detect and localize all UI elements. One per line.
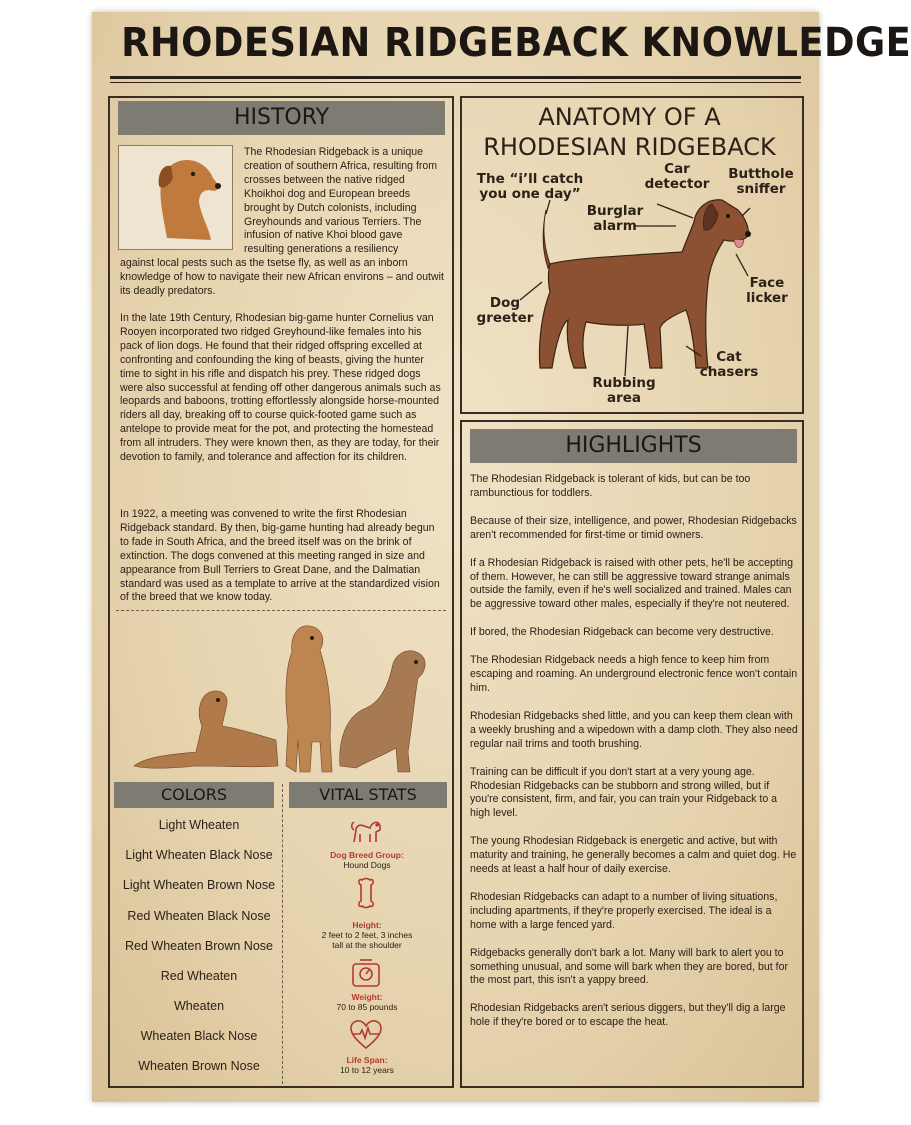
highlight-item: The Rhodesian Ridgeback needs a high fence to keep him from escaping and roaming. An underground electronic fence won't contain him. xyxy=(470,654,798,694)
color-item: Wheaten Black Nose xyxy=(140,1029,258,1043)
color-item: Wheaten xyxy=(173,999,225,1013)
label-butthole-line-2: sniffer xyxy=(736,181,786,197)
label-rubbing-line-1: Rubbing xyxy=(592,375,656,391)
colors-heading: COLORS xyxy=(114,782,274,808)
label-cat-line-2: chasers xyxy=(699,364,759,380)
title-rule-top xyxy=(110,76,801,79)
label-face-line-1: Face xyxy=(749,275,785,291)
history-paragraph-3: In 1922, a meeting was convened to write the first Rhodesian Ridgeback standard. By then, big-game hunting had already begun to fade in South Africa, and the breed itself was on the brink of extinction. The dogs convened at this meeting ranged in size and appearance from Bull Terriers to Great Dane, and the Dalmatian standard was used as a template to arrive at the standardized vision of the breed that we know today. xyxy=(120,508,440,604)
color-item: Red Wheaten Brown Nose xyxy=(125,939,273,953)
highlight-item: Rhodesian Ridgebacks can adapt to a number of living situations, including apartments, if they're properly exercised. The ideal is a home with a large fenced yard. xyxy=(470,890,778,931)
label-dog-line-1: Dog xyxy=(489,295,521,311)
label-catch-line-1: The “i’ll catch xyxy=(476,171,584,187)
label-butthole-line-1: Butthole xyxy=(728,166,794,182)
label-face-line-2: licker xyxy=(746,290,788,306)
color-item: Light Wheaten Brown Nose xyxy=(122,878,276,892)
life-span-value: 10 to 12 years xyxy=(340,1065,394,1075)
label-car-line-1: Car xyxy=(664,161,690,177)
label-burglar-line-2: alarm xyxy=(593,218,637,234)
highlights-list xyxy=(470,473,798,1044)
height-label: Height: xyxy=(352,920,382,930)
anatomy-title-line-1: ANATOMY OF A xyxy=(538,103,721,131)
poster xyxy=(92,12,911,1102)
highlight-item: Training can be difficult if you don't start at a very young age. Rhodesian Ridgebacks can be stubborn and strong willed, but if you're consistent, firm, and fair, you can train your Ridgeback to a high level. xyxy=(470,765,778,820)
heart-pulse-icon xyxy=(348,1018,384,1052)
highlight-item: Ridgebacks generally don't bark a lot. Many will bark to alert you to something unusual, and some will bark when they are bored, but for the most part, this isn't a yappy breed. xyxy=(470,946,788,987)
anatomy-title-line-2: RHODESIAN RIDGEBACK xyxy=(483,133,776,161)
color-item: Light Wheaten Black Nose xyxy=(125,848,273,862)
highlight-item: If bored, the Rhodesian Ridgeback can become very destructive. xyxy=(470,626,774,639)
highlight-item: Because of their size, intelligence, and power, Rhodesian Ridgebacks aren't recommended for first-time or timid owners. xyxy=(470,514,797,541)
weight-label: Weight: xyxy=(351,992,383,1002)
color-item: Red Wheaten xyxy=(160,969,238,983)
title-rule-bottom xyxy=(110,82,801,83)
label-cat-line-1: Cat xyxy=(716,349,742,365)
highlights-heading: HIGHLIGHTS xyxy=(470,429,797,463)
label-burglar-line-1: Burglar xyxy=(586,203,644,219)
scale-icon xyxy=(348,956,384,990)
color-item: Red Wheaten Black Nose xyxy=(127,909,271,923)
bone-icon xyxy=(348,876,384,910)
highlight-item: Rhodesian Ridgebacks aren't serious diggers, but they'll dig a large hole if they're bored or to escape the heat. xyxy=(470,1002,786,1029)
dog-breed-group-value: Hound Dogs xyxy=(343,860,391,870)
history-dog-photo xyxy=(118,145,233,250)
highlight-item: The young Rhodesian Ridgeback is energetic and active, but with maturity and training, he generally becomes a calm and quiet dog. He needs at least a half hour of daily exercise. xyxy=(470,835,797,876)
label-catch-line-2: you one day” xyxy=(479,186,581,202)
poster-title: RHODESIAN RIDGEBACK KNOWLEDGE xyxy=(121,20,911,66)
highlight-item: Rhodesian Ridgebacks shed little, and you can keep them clean with a weekly brushing and a wipedown with a damp cloth. They also need regular nail trims and tooth brushing. xyxy=(470,709,798,750)
highlight-item: The Rhodesian Ridgeback is tolerant of kids, but can be too rambunctious for toddlers. xyxy=(470,473,751,499)
color-item: Wheaten Brown Nose xyxy=(138,1059,260,1073)
color-item: Light Wheaten xyxy=(158,818,240,832)
life-span-label: Life Span: xyxy=(346,1055,388,1065)
height-value-line-1: 2 feet to 2 feet, 3 inches xyxy=(321,930,413,940)
history-divider xyxy=(116,610,446,611)
label-rubbing-line-2: area xyxy=(606,390,642,406)
highlight-item: If a Rhodesian Ridgeback is raised with other pets, he'll be accepting of them. However, he can still be aggressive toward strange animals outside the family, even if he's well socialized and trained. Males can be aggressive toward other males, especially if they're not neutered. xyxy=(470,556,793,611)
three-dogs-photo xyxy=(126,616,436,778)
anatomy-pointer-lines xyxy=(460,96,804,414)
dog-breed-group-label: Dog Breed Group: xyxy=(330,850,404,860)
history-intro-cont: against local pests such as the tsetse fly, as well as an inborn knowledge of how to navigate their new African environs – and outwit its deadly predators. xyxy=(120,257,444,297)
dog-icon xyxy=(348,814,384,848)
history-paragraph-2: In the late 19th Century, Rhodesian big-game hunter Cornelius van Rooyen incorporated two ridged Greyhound-like females into his pack of lion dogs. He found that their ridged offspring excelled at confronting and confounding the king of beasts, giving the hunter time to sight in his rifle and dispatch his prey. These ridged dogs were also successful at fending off other dangerous animals such as leopards and baboons, trotting effortlessly alongside horse-mounted riders all day, breaking off to course quick-footed game such as antelope to provide meat for the pot, and protecting the homestead from all intruders. They were known then, as they are today, for their devotion to family, and tolerance and affection for its children. xyxy=(120,312,441,464)
history-heading: HISTORY xyxy=(118,101,445,135)
history-intro: The Rhodesian Ridgeback is a unique creation of southern Africa, resulting from crosses between the native ridged Khoikhoi dog and European breeds brought by Dutch colonists, including Greyhounds and various Terriers. The infusion of native Khoi blood gave resulting generations a resiliency xyxy=(244,146,438,256)
vital-stats-heading: VITAL STATS xyxy=(289,782,447,808)
label-car-line-2: detector xyxy=(644,176,710,192)
height-value-line-2: tall at the shoulder xyxy=(332,940,402,950)
weight-value: 70 to 85 pounds xyxy=(336,1002,398,1012)
label-dog-line-2: greeter xyxy=(476,310,534,326)
